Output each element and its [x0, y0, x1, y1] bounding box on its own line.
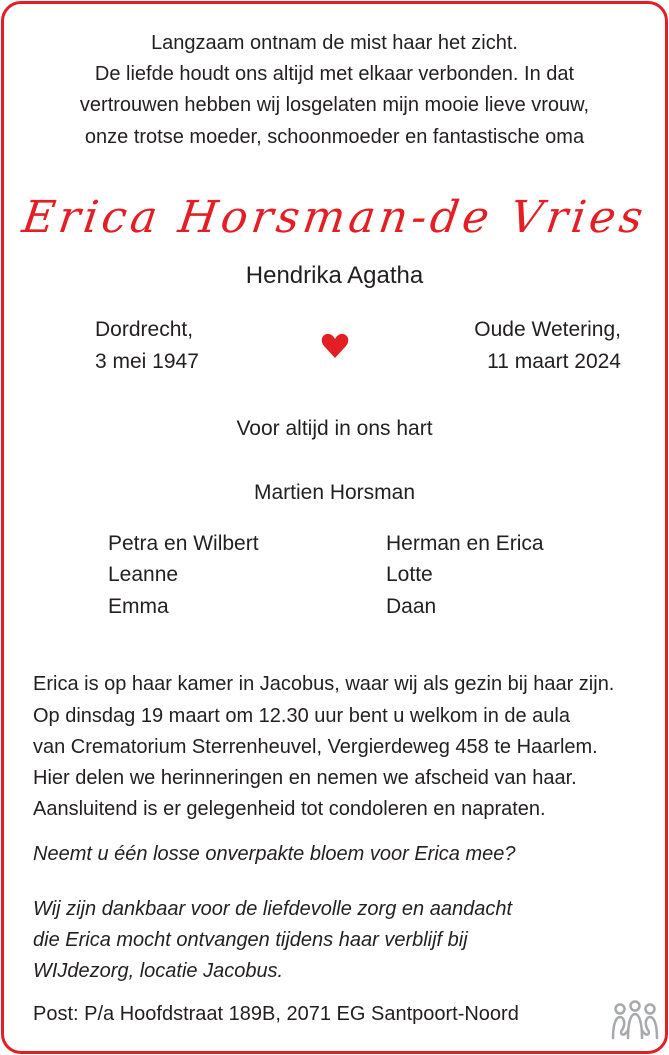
birth-date: 3 mei 1947 [95, 350, 199, 373]
death-date: 11 maart 2024 [487, 350, 621, 373]
family-member: Herman en Erica [386, 532, 544, 555]
details-line: Aansluitend is er gelegenheid tot condoleren en napraten. [33, 798, 546, 820]
poem-line: Langzaam ontnam de mist haar het zicht. [151, 32, 518, 54]
thanks-line: WIJdezorg, locatie Jacobus. [33, 960, 284, 982]
deceased-name: Erica Horsman-de Vries [19, 192, 650, 243]
death-place: Oude Wetering, [474, 318, 621, 341]
flower-note: Neemt u één losse onverpakte bloem voor Erica mee? [33, 843, 516, 865]
family-member: Petra en Wilbert [108, 532, 259, 555]
spouse-name: Martien Horsman [253, 481, 416, 504]
family-member: Emma [108, 595, 169, 618]
poem-line: vertrouwen hebben wij losgelaten mijn mooie lieve vrouw, [79, 94, 590, 116]
family-member: Daan [386, 595, 437, 618]
details-line: van Crematorium Sterrenheuvel, Vergierdeweg 458 te Haarlem. [33, 736, 598, 758]
post-address: Post: P/a Hoofdstraat 189B, 2071 EG Santpoort-Noord [33, 1003, 519, 1025]
details-line: Op dinsdag 19 maart om 12.30 uur bent u welkom in de aula [33, 705, 570, 727]
details-line: Erica is op haar kamer in Jacobus, waar wij als gezin bij haar zijn. [33, 673, 615, 695]
family-member: Lotte [386, 563, 433, 586]
poem-line: onze trotse moeder, schoonmoeder en fantastische oma [84, 126, 585, 148]
family-member: Leanne [108, 563, 179, 586]
birth-place: Dordrecht, [95, 318, 194, 341]
details-line: Hier delen we herinneringen en nemen we afscheid van haar. [33, 767, 577, 789]
people-icon [610, 1000, 660, 1040]
heart-icon [321, 333, 349, 359]
poem-line: De liefde houdt ons altijd met elkaar verbonden. In dat [94, 63, 575, 85]
given-names: Hendrika Agatha [245, 262, 424, 289]
thanks-line: die Erica mocht ontvangen tijdens haar verblijf bij [33, 929, 468, 951]
motto: Voor altijd in ons hart [236, 417, 433, 440]
thanks-line: Wij zijn dankbaar voor de liefdevolle zorg en aandacht [33, 898, 512, 920]
